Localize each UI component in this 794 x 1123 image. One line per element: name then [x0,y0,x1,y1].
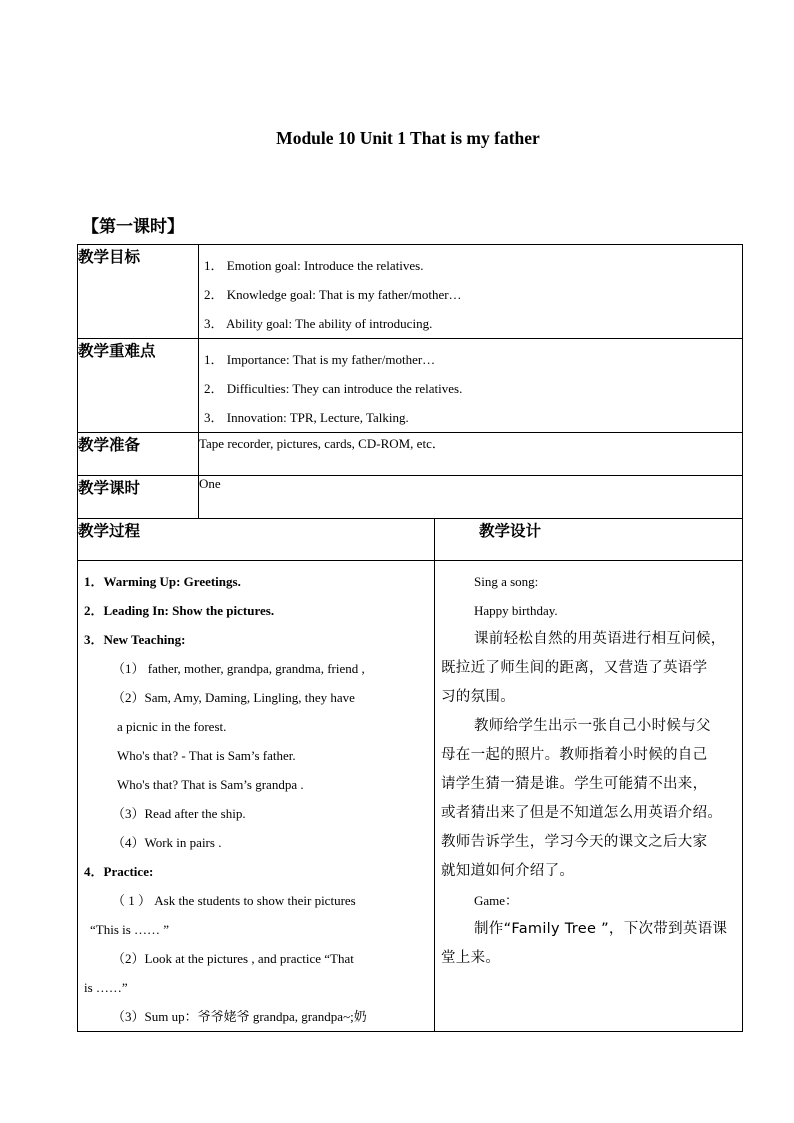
goal-line: 1． Emotion goal: Introduce the relatives. [204,258,424,273]
keypoint-line: 1． Importance: That is my father/mother… [204,352,436,367]
process-line: （2）Look at the pictures , and practice “That [112,951,354,966]
keypoints-content [199,339,743,433]
lesson-plan-table [77,244,743,1032]
process-line: Who's that? - That is Sam’s father. [117,748,296,763]
design-line: 教师给学生出示一张自己小时候与父 [474,718,711,734]
design-line: Sing a song: [474,574,539,589]
preparation-label: 教学准备 [78,433,199,476]
design-line: 既拉近了师生间的距离，又营造了英语学 [441,660,708,676]
keypoint-line: 3． Innovation: TPR, Lecture, Talking. [204,410,409,425]
design-line: 教师告诉学生，学习今天的课文之后大家 [441,834,708,850]
process-line: “This is …… ” [90,922,170,937]
design-line: 就知道如何介绍了。 [441,863,575,879]
design-line: 制作“Family Tree ”，下次带到英语课 [474,921,728,937]
row-preparation [78,433,743,476]
design-line: 习的氛围。 [441,689,515,705]
process-line: 2．Leading In: Show the pictures. [84,603,275,618]
row-hours [78,476,743,519]
keypoints-label: 教学重难点 [78,339,199,433]
process-line: Who's that? That is Sam’s grandpa . [117,777,304,792]
process-line: 3．New Teaching: [84,632,186,647]
hours-label: 教学课时 [78,476,199,519]
design-cell [435,561,743,1032]
design-line: 课前轻松自然的用英语进行相互问候， [474,631,726,647]
design-header: 教学设计 [435,519,743,561]
goal-line: 3． Ability goal: The ability of introducing. [204,316,433,331]
process-line: （2）Sam, Amy, Daming, Lingling, they have [112,690,355,705]
row-keypoints [78,339,743,433]
process-line: a picnic in the forest. [117,719,227,734]
design-line: 或者猜出来了但是不知道怎么用英语介绍。 [441,805,723,821]
process-line: （4）Work in pairs . [112,835,222,850]
process-line: （3）Sum up：爷爷姥爷 grandpa, grandpa~;奶 [112,1009,367,1024]
process-line: is ……” [84,980,128,995]
goals-label: 教学目标 [78,245,199,339]
design-line: Game： [474,893,519,908]
row-goals [78,245,743,339]
process-line: 1．Warming Up: Greetings. [84,574,241,589]
lesson-period-heading: 【第一课时】 [82,217,184,237]
design-list [435,561,742,1031]
document-title: Module 10 Unit 1 That is my father [276,128,540,148]
preparation-value: Tape recorder, pictures, cards, CD-ROM, etc． [199,433,743,476]
goal-line: 2． Knowledge goal: That is my father/mother… [204,287,462,302]
row-process-design [78,561,743,1032]
design-line: Happy birthday. [474,603,558,618]
process-line: （3）Read after the ship. [112,806,246,821]
hours-value: One [199,476,743,519]
process-list [78,561,434,1031]
design-line: 堂上来。 [441,950,501,966]
process-line: 4．Practice: [84,864,154,879]
keypoint-line: 2． Difficulties: They can introduce the relatives. [204,381,463,396]
process-line: （ 1 ） Ask the students to show their pictures [112,893,356,908]
row-section-headers [78,519,743,561]
process-line: （1） father, mother, grandpa, grandma, friend , [112,661,365,676]
design-line: 请学生猜一猜是谁。学生可能猜不出来， [441,776,708,792]
goals-content [199,245,743,339]
design-line: 母在一起的照片。教师指着小时候的自己 [441,747,708,763]
process-cell [78,561,435,1032]
process-header: 教学过程 [78,519,435,561]
